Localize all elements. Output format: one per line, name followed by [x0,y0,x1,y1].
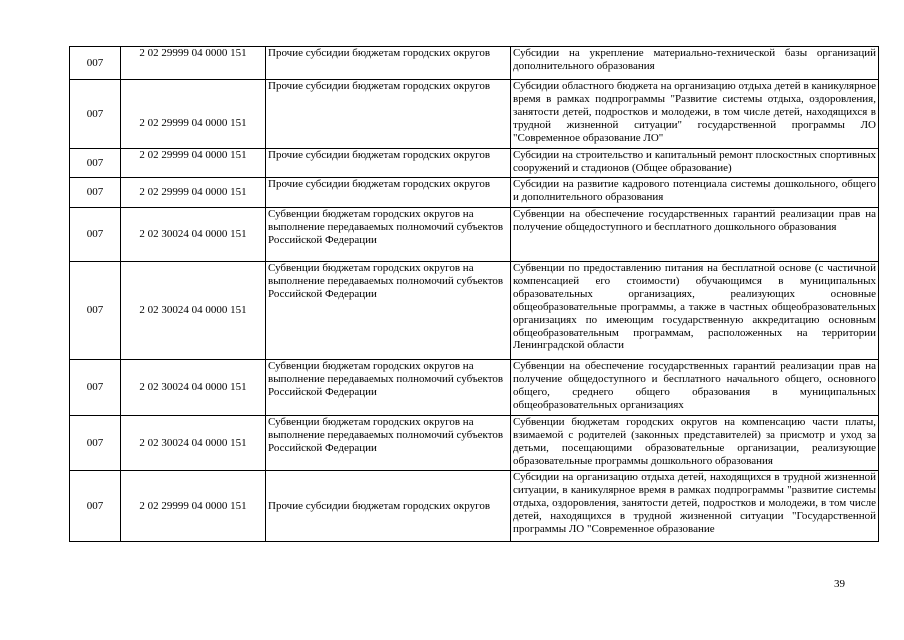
revenue-name-cell: Прочие субсидии бюджетам городских округов [266,178,511,208]
revenue-name-cell: Прочие субсидии бюджетам городских округов [266,471,511,542]
admin-code-cell: 007 [70,80,121,149]
kbk-code-cell: 2 02 29999 04 0000 151 [121,80,266,149]
admin-code-cell: 007 [70,262,121,360]
revenue-description-cell: Субвенции на обеспечение государственных гарантий реализации прав на получение общедоступного и бесплатного начального общего, основного общего, среднего общего образования в муниципальных общеобразовательных организациях [511,360,879,416]
kbk-code-cell: 2 02 29999 04 0000 151 [121,47,266,80]
revenue-name-cell: Прочие субсидии бюджетам городских округов [266,80,511,149]
table-row [70,360,879,416]
revenue-table [69,46,879,542]
page-number: 39 [834,578,845,590]
revenue-description-cell: Субсидии областного бюджета на организацию отдыха детей в каникулярное время в рамках подпрограммы "Развитие системы отдыха, оздоровления, занятости детей, подростков и молодежи, в том числе детей, находящихся в трудной жизненной ситуации" государственной программы ЛО "Современное образование ЛО" [511,80,879,149]
table-row [70,47,879,80]
admin-code-cell: 007 [70,208,121,262]
kbk-code-cell: 2 02 30024 04 0000 151 [121,262,266,360]
admin-code-cell: 007 [70,416,121,471]
admin-code-cell: 007 [70,471,121,542]
kbk-code-cell: 2 02 29999 04 0000 151 [121,471,266,542]
revenue-description-cell: Субвенции по предоставлению питания на бесплатной основе (с частичной компенсацией его стоимости) обучающимся в муниципальных образовательных организациях, реализующих основные общеобразовательные программы, а также в частных общеобразовательных организациях по имеющим государственную аккредитацию основным общеобразовательным программам, расположенных на территории Ленинградской области [511,262,879,360]
kbk-code-cell: 2 02 30024 04 0000 151 [121,416,266,471]
revenue-name-cell: Субвенции бюджетам городских округов на выполнение передаваемых полномочий субъектов Российской Федерации [266,416,511,471]
revenue-description-cell: Субсидии на укрепление материально-технической базы организаций дополнительного образования [511,47,879,80]
revenue-name-cell: Субвенции бюджетам городских округов на выполнение передаваемых полномочий субъектов Российской Федерации [266,360,511,416]
revenue-description-cell: Субсидии на организацию отдыха детей, находящихся в трудной жизненной ситуации, в каникулярное время в рамках подпрограммы "развитие системы отдыха, оздоровления, занятости детей, подростков и молодежи, в том числе детей, находящихся в трудной жизненной ситуации "Государственной программы ЛО "Современное образование [511,471,879,542]
admin-code-cell: 007 [70,149,121,178]
kbk-code-cell: 2 02 30024 04 0000 151 [121,360,266,416]
revenue-description-cell: Субвенции бюджетам городских округов на компенсацию части платы, взимаемой с родителей (законных представителей) за присмотр и уход за детьми, посещающими образовательные организации, реализующие образовательные программы дошкольного образования [511,416,879,471]
table-row [70,178,879,208]
admin-code-cell: 007 [70,178,121,208]
revenue-name-cell: Субвенции бюджетам городских округов на выполнение передаваемых полномочий субъектов Российской Федерации [266,262,511,360]
revenue-description-cell: Субвенции на обеспечение государственных гарантий реализации прав на получение общедоступного и бесплатного дошкольного образования [511,208,879,262]
kbk-code-cell: 2 02 30024 04 0000 151 [121,208,266,262]
kbk-code-cell: 2 02 29999 04 0000 151 [121,149,266,178]
revenue-name-cell: Субвенции бюджетам городских округов на выполнение передаваемых полномочий субъектов Российской Федерации [266,208,511,262]
table-row [70,416,879,471]
table-row [70,149,879,178]
table-row [70,262,879,360]
revenue-description-cell: Субсидии на строительство и капитальный ремонт плоскостных спортивных сооружений и стадионов (Общее образование) [511,149,879,178]
table-row [70,208,879,262]
table-row [70,471,879,542]
revenue-description-cell: Субсидии на развитие кадрового потенциала системы дошкольного, общего и дополнительного образования [511,178,879,208]
revenue-name-cell: Прочие субсидии бюджетам городских округов [266,149,511,178]
kbk-code-cell: 2 02 29999 04 0000 151 [121,178,266,208]
admin-code-cell: 007 [70,47,121,80]
revenue-name-cell: Прочие субсидии бюджетам городских округов [266,47,511,80]
admin-code-cell: 007 [70,360,121,416]
table-row [70,80,879,149]
